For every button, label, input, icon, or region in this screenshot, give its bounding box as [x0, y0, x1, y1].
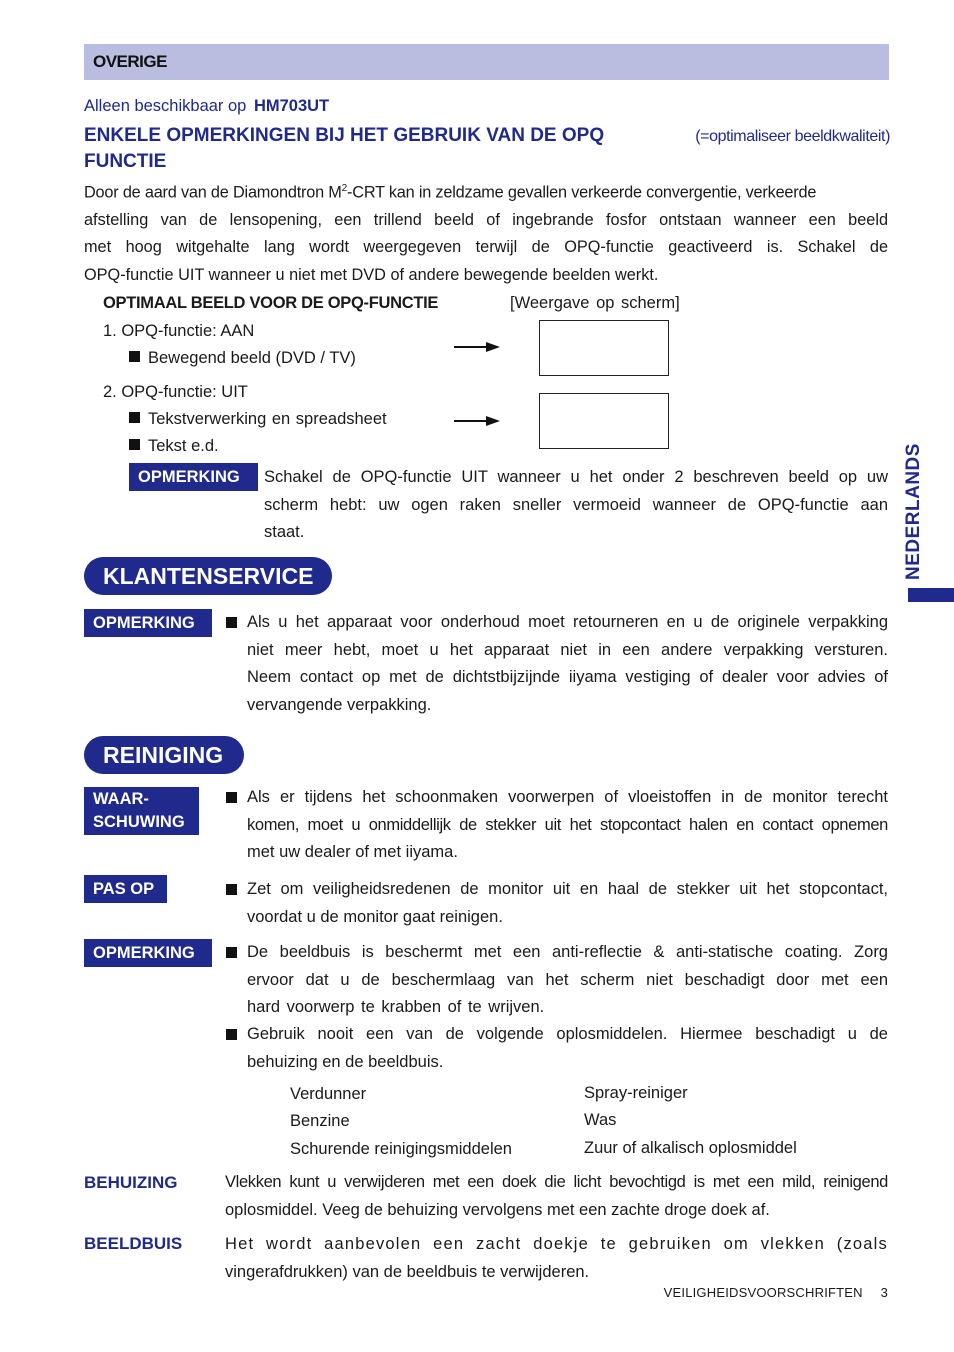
- opq-note-line1: Schakel de OPQ-functie UIT wanneer u het onder 2 beschreven beeld op uw: [264, 468, 888, 486]
- behuizing-text: [225, 1169, 888, 1224]
- klantenservice-line4: vervangende verpakking.: [247, 695, 432, 714]
- opq-screen-label: [Weergave op scherm]: [510, 294, 680, 312]
- warning-tag-line2: SCHUWING: [93, 813, 185, 831]
- arrow-right-icon: [454, 341, 500, 353]
- warning-line3: met uw dealer of met iiyama.: [247, 843, 458, 861]
- bullet-square-icon: [129, 439, 140, 450]
- intro-line4: OPQ-functie UIT wanneer u niet met DVD of andere bewegende beelden werkt.: [84, 265, 659, 284]
- screen-preview-1: [539, 320, 669, 376]
- caution-line2: voordat u de monitor gaat reinigen.: [247, 907, 503, 926]
- footer-text: VEILIGHEIDSVOORSCHRIFTEN: [663, 1285, 863, 1300]
- opq-heading-line1: ENKELE OPMERKINGEN BIJ HET GEBRUIK VAN DE OPQ: [84, 125, 605, 146]
- klantenservice-line1: Als u het apparaat voor onderhoud moet retourneren en u de originele verpakking: [247, 613, 888, 631]
- list-item: Verdunner: [290, 1085, 367, 1103]
- note1-line3: hard voorwerp te krabben of te wrijven.: [247, 998, 545, 1016]
- bullet-square-icon: [129, 412, 140, 423]
- opq-item-2-bullet-1: [129, 410, 387, 429]
- note2-line2: behuizing en de beeldbuis.: [247, 1052, 444, 1071]
- behuizing-line1: Vlekken kunt u verwijderen met een doek die licht bevochtigd is met een mild, reinigend: [225, 1173, 888, 1191]
- arrow-right-icon: [454, 415, 500, 427]
- opq-intro: [84, 175, 888, 289]
- reiniging-note-tag: OPMERKING: [84, 939, 212, 967]
- behuizing-line2: oplosmiddel. Veeg de behuizing vervolgens met een zachte droge doek af.: [225, 1200, 770, 1219]
- reiniging-note-2: [247, 1021, 888, 1076]
- reiniging-note-1: [247, 939, 888, 1022]
- opq-note-text: [264, 464, 888, 547]
- opq-item-2: 2. OPQ-functie: UIT: [103, 383, 248, 401]
- behuizing-label: BEHUIZING: [84, 1173, 178, 1192]
- page-number: 3: [880, 1285, 888, 1300]
- availability-model: HM703UT: [253, 97, 330, 115]
- availability-note: [84, 97, 329, 116]
- klantenservice-line3: Neem contact op met de dichtstbijzijnde iiyama vestiging of dealer voor advies of: [247, 668, 888, 686]
- beeldbuis-label: BEELDBUIS: [84, 1234, 183, 1253]
- opq-item-2-bullet-2: [129, 437, 219, 456]
- opq-note-line3: staat.: [264, 523, 305, 541]
- availability-prefix: Alleen beschikbaar op: [84, 97, 247, 115]
- opq-item-1-bullet-text: Bewegend beeld (DVD / TV): [148, 349, 356, 367]
- opq-note-line2: scherm hebt: uw ogen raken sneller vermoeid wanneer de OPQ-functie aan: [264, 495, 888, 514]
- warning-tag: [84, 787, 199, 835]
- klantenservice-line2: niet meer hebt, moet u het apparaat niet in een andere verpakking versturen.: [247, 640, 888, 659]
- reiniging-heading: REINIGING: [84, 736, 244, 774]
- intro-sup: 2: [341, 183, 348, 194]
- intro-text: Door de aard van de Diamondtron M: [84, 183, 342, 202]
- opq-item-1: 1. OPQ-functie: AAN: [103, 322, 255, 340]
- opq-heading-paren: (=optimaliseer beeldkwaliteit): [695, 128, 890, 145]
- bullet-square-icon: [226, 884, 237, 895]
- list-item: Zuur of alkalisch oplosmiddel: [584, 1138, 797, 1157]
- side-language-label: NEDERLANDS: [903, 443, 924, 580]
- bullet-square-icon: [226, 617, 237, 628]
- opq-item-2-bullet-2-text: Tekst e.d.: [148, 437, 219, 455]
- opq-item-1-bullet: [129, 349, 356, 368]
- opq-heading: [84, 125, 890, 147]
- warning-text: [247, 784, 888, 867]
- note1-line1: De beeldbuis is beschermt met een anti-reflectie & anti-statische coating. Zorg: [247, 943, 888, 961]
- klantenservice-note-tag: OPMERKING: [84, 609, 212, 637]
- screen-preview-2: [539, 393, 669, 449]
- beeldbuis-text: [225, 1231, 888, 1286]
- footer: [664, 1285, 888, 1300]
- bullet-square-icon: [226, 792, 237, 803]
- intro-line3: met hoog witgehalte lang wordt weergegeven terwijl de OPQ-functie geactiveerd is. Schakel de: [84, 238, 888, 257]
- warning-line1: Als er tijdens het schoonmaken voorwerpen of vloeistoffen in de monitor terecht: [247, 788, 888, 806]
- list-item: Spray-reiniger: [584, 1084, 688, 1102]
- opq-table-title: OPTIMAAL BEELD VOOR DE OPQ-FUNCTIE: [103, 294, 439, 312]
- caution-tag: PAS OP: [84, 875, 167, 903]
- caution-line1: Zet om veiligheidsredenen de monitor uit en haal de stekker uit het stopcontact,: [247, 880, 888, 898]
- beeldbuis-line2: vingerafdrukken) van de beeldbuis te verwijderen.: [225, 1262, 590, 1281]
- list-item: Benzine: [290, 1112, 350, 1131]
- side-language-tab: [908, 588, 954, 602]
- intro-text-rest: -CRT kan in zeldzame gevallen verkeerde convergentie, verkeerde: [347, 183, 817, 202]
- caution-text: [247, 876, 888, 931]
- note2-line1: Gebruik nooit een van de volgende oplosmiddelen. Hiermee beschadigt u de: [247, 1025, 888, 1043]
- bullet-square-icon: [129, 351, 140, 362]
- warning-line2: komen, moet u onmiddellijk de stekker uit het stopcontact halen en contact opnemen: [247, 815, 888, 834]
- opq-note-tag: OPMERKING: [129, 463, 258, 491]
- klantenservice-heading: KLANTENSERVICE: [84, 557, 332, 595]
- note1-line2: ervoor dat u de beschermlaag van het scherm niet beschadigt door met een: [247, 970, 888, 989]
- bullet-square-icon: [226, 947, 237, 958]
- section-header-overige: OVERIGE: [84, 44, 889, 80]
- warning-tag-line1: WAAR-: [93, 790, 149, 808]
- opq-item-2-bullet-1-text: Tekstverwerking en spreadsheet: [148, 410, 387, 428]
- bullet-square-icon: [226, 1029, 237, 1040]
- list-item: Schurende reinigingsmiddelen: [290, 1139, 512, 1158]
- solvents-right-list: [584, 1080, 797, 1162]
- klantenservice-text: [247, 609, 888, 719]
- opq-heading-line2: FUNCTIE: [84, 151, 167, 172]
- beeldbuis-line1: Het wordt aanbevolen een zacht doekje te gebruiken om vlekken (zoals: [225, 1235, 888, 1253]
- intro-line2: afstelling van de lensopening, een trillend beeld of ingebrande fosfor ontstaan wanneer een beeld: [84, 210, 888, 229]
- solvents-left-list: [290, 1081, 512, 1163]
- list-item: Was: [584, 1111, 617, 1130]
